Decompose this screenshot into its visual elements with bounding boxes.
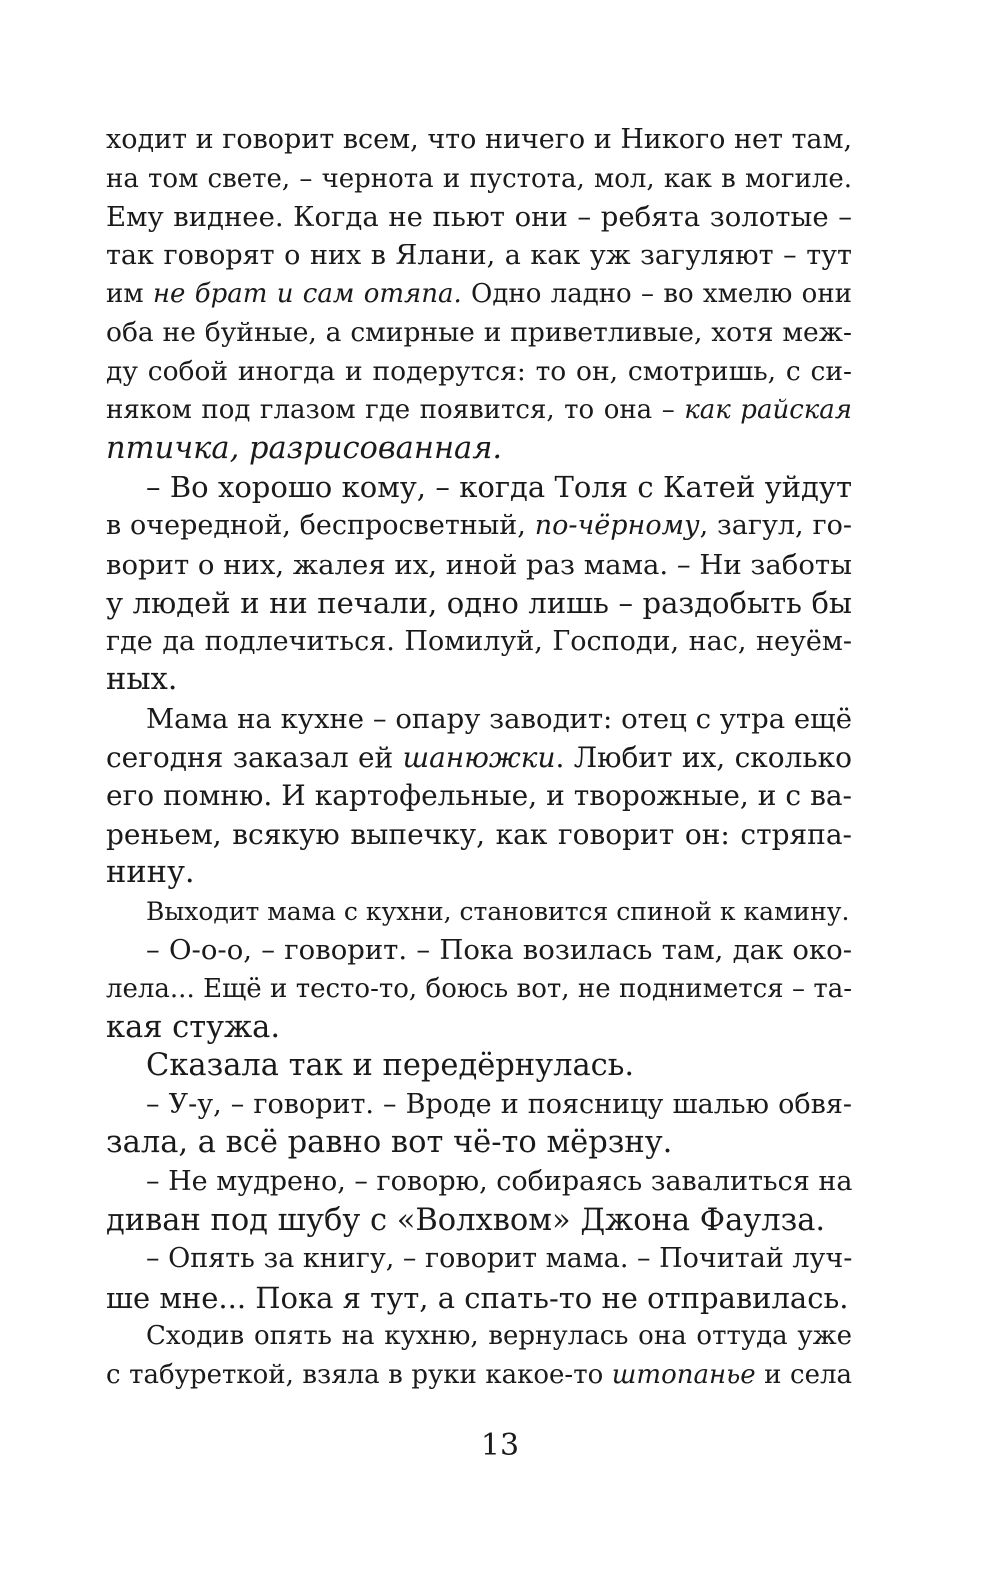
text-line: Сходив опять на кухню, вернулась она оттуда уже (146, 1321, 852, 1352)
text-line: няком под глазом где появится, то она – как райская (106, 395, 853, 426)
text-line: с табуреткой, взяла в руки какое-то штопанье и села (106, 1360, 853, 1390)
text-line: – О-о-о, – говорит. – Пока возилась там, дак око- (146, 934, 852, 967)
text-line: так говорят о них в Ялани, а как уж загуляют – тут (106, 239, 852, 271)
text-line: Ему виднее. Когда не пьют они – ребята золотые – (106, 201, 852, 234)
text-line: кая стужа. (106, 1009, 281, 1045)
text-line: ходит и говорит всем, что ничего и Никого нет там, (106, 124, 853, 155)
italic-phrase: не брат и сам отяпа. (152, 279, 462, 310)
text-line: у людей и ни печали, одно лишь – раздобыть бы (106, 586, 852, 621)
text-line: нину. (106, 855, 195, 891)
text-line: диван под шубу с «Волхвом» Джона Фаулза. (106, 1202, 826, 1238)
text-line: ду собой иногда и подерутся: то он, смотришь, с си- (106, 355, 852, 387)
text-line: Сказала так и передёрнулась. (146, 1048, 635, 1084)
text-line: реньем, всякую выпечку, как говорит он: стряпа- (106, 817, 852, 851)
page-number: 13 (480, 1428, 520, 1463)
text-line: Выходит мама с кухни, становится спиной к камину. (146, 896, 850, 926)
text-line: оба не буйные, а смирные и приветливые, хотя меж- (106, 316, 852, 348)
text-line: – Не мудрено, – говорю, собираясь завалиться на (146, 1166, 853, 1198)
italic-phrase: как райская (684, 395, 853, 426)
italic-phrase: штопанье (611, 1360, 756, 1390)
text-line: где да подлечиться. Помилуй, Господи, нас, неуём- (106, 625, 852, 657)
text-line: им не брат и сам отяпа. Одно ладно – во хмелю они (106, 279, 852, 310)
text-line: на том свете, – чернота и пустота, мол, как в могиле. (106, 163, 852, 194)
text-line: его помню. И картофельные, и творожные, и с ва- (106, 779, 852, 813)
text-line: – Во хорошо кому, – когда Толя с Катей уйдут (146, 470, 852, 505)
body-text (106, 121, 852, 1395)
text-line: зала, а всё равно вот чё-то мёрзну. (106, 1125, 673, 1161)
text-line (106, 430, 852, 469)
italic-phrase: птичка, разрисованная. (106, 430, 503, 466)
text-line: – Опять за книгу, – говорит мама. – Почитай луч- (146, 1243, 853, 1275)
text-line: лела... Ещё и тесто-то, боюсь вот, не поднимется – та- (106, 974, 852, 1005)
text-line: ше мне... Пока я тут, а спать-то не отправилась. (106, 1280, 849, 1315)
italic-phrase: шанюжки (402, 740, 556, 774)
text-line: сегодня заказал ей шанюжки. Любит их, сколько (106, 740, 852, 774)
italic-phrase: по-чёрному (534, 509, 700, 541)
text-line: ворит о них, жалея их, иной раз мама. – Ни заботы (106, 548, 852, 581)
text-line: в очередной, беспросветный, по-чёрному, загул, го- (106, 509, 852, 541)
text-line: – У-у, – говорит. – Вроде и поясницу шалью обвя- (146, 1088, 852, 1120)
text-line: ных. (106, 662, 178, 698)
text-line: Мама на кухне – опару заводит: отец с утра ещё (146, 702, 852, 735)
